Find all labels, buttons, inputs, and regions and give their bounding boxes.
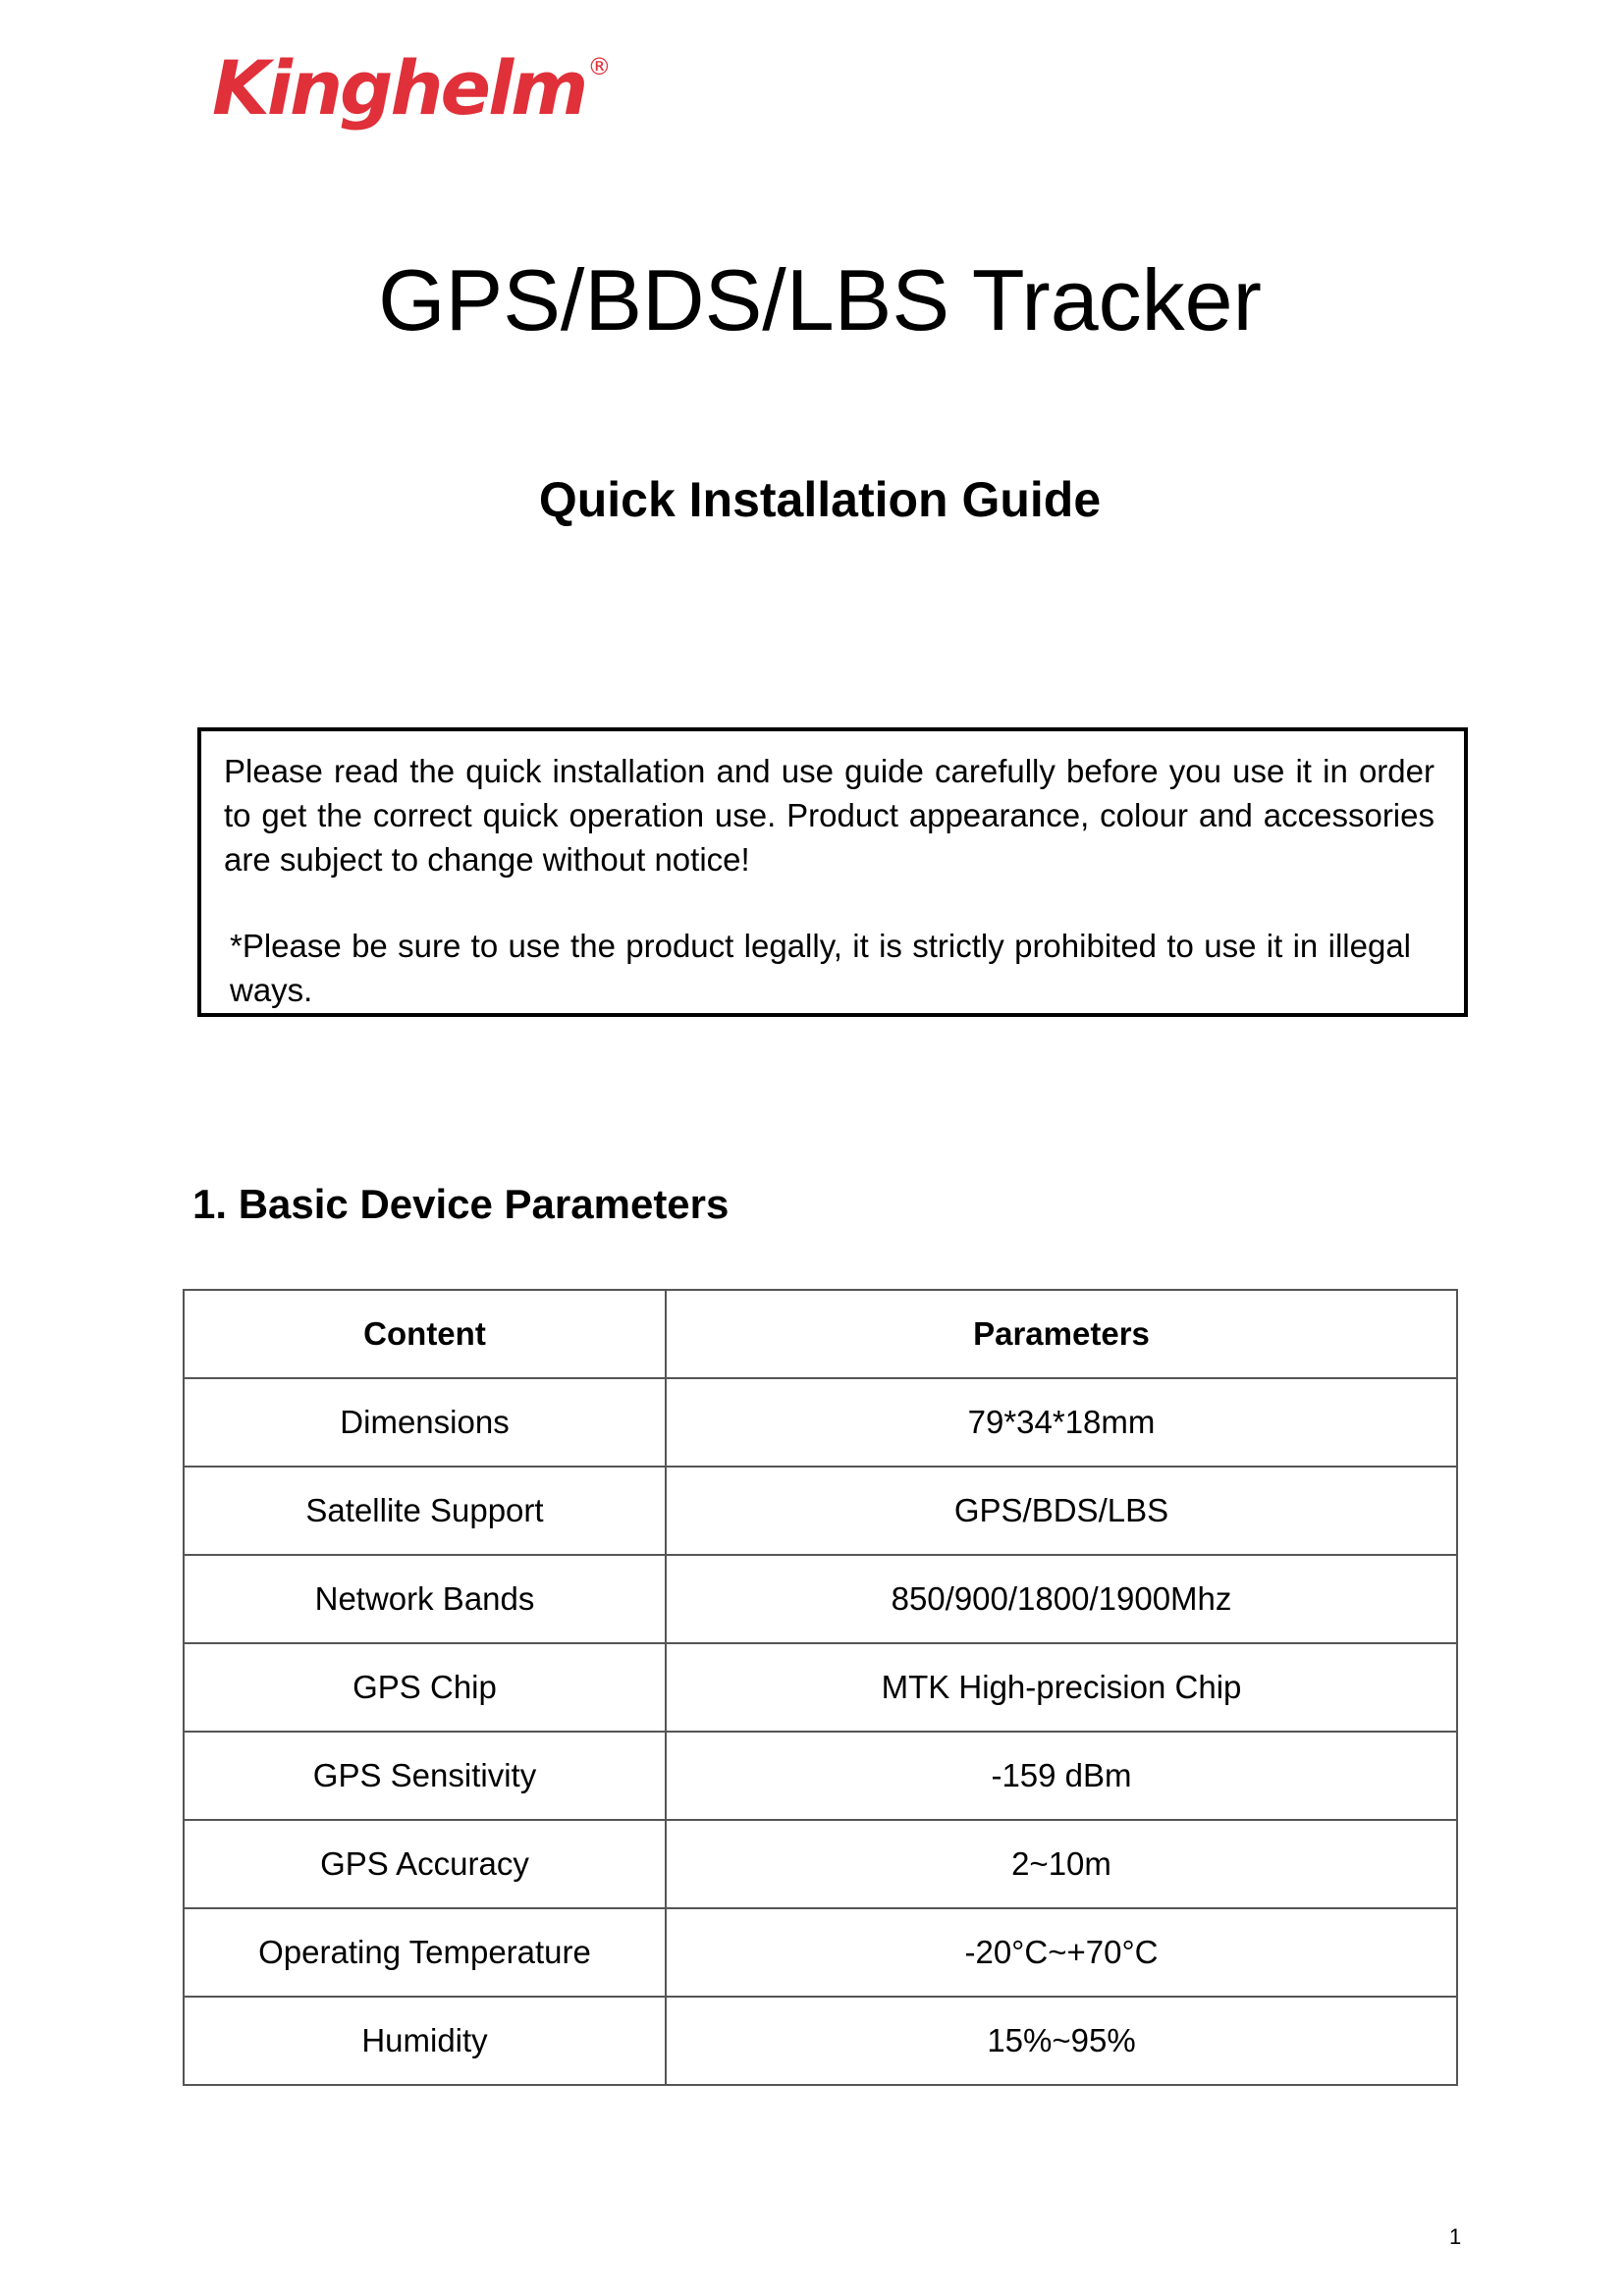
param-name: Satellite Support	[184, 1467, 666, 1555]
table-row	[184, 1555, 1457, 1643]
table-row	[184, 1908, 1457, 1997]
param-value: 2~10m	[666, 1820, 1457, 1908]
legal-warning: *Please be sure to use the product legally, it is strictly prohibited to use it in illegal ways.	[230, 928, 1411, 1008]
param-value: 79*34*18mm	[666, 1378, 1457, 1467]
notice-text: Please read the quick installation and use guide carefully before you use it in order to get the correct quick operation use. Product appearance, colour and accessories are subject to change without notice!	[224, 753, 1435, 878]
page-title: GPS/BDS/LBS Tracker	[378, 251, 1262, 348]
page-number: 1	[1449, 2224, 1462, 2249]
parameters-table	[183, 1289, 1458, 2086]
registered-mark: ®	[587, 53, 612, 80]
table-row	[184, 1467, 1457, 1555]
table-row	[184, 1643, 1457, 1732]
param-name: Dimensions	[184, 1378, 666, 1467]
table-row	[184, 1378, 1457, 1467]
param-name: GPS Chip	[184, 1643, 666, 1732]
param-name: GPS Accuracy	[184, 1820, 666, 1908]
table-header-row	[184, 1290, 1457, 1378]
param-value: -159 dBm	[666, 1732, 1457, 1820]
kinghelm-logo	[212, 44, 612, 149]
table-row	[184, 1997, 1457, 2085]
column-header-content: Content	[184, 1290, 666, 1378]
param-value: GPS/BDS/LBS	[666, 1467, 1457, 1555]
param-name: Network Bands	[184, 1555, 666, 1643]
param-value: 15%~95%	[666, 1997, 1457, 2085]
page-subtitle: Quick Installation Guide	[538, 472, 1102, 527]
param-value: MTK High-precision Chip	[666, 1643, 1457, 1732]
param-name: Operating Temperature	[184, 1908, 666, 1997]
column-header-parameters: Parameters	[666, 1290, 1457, 1378]
notice-box	[197, 727, 1468, 1017]
param-value: 850/900/1800/1900Mhz	[666, 1555, 1457, 1643]
section-heading: 1. Basic Device Parameters	[192, 1181, 730, 1227]
param-name: GPS Sensitivity	[184, 1732, 666, 1820]
table-row	[184, 1732, 1457, 1820]
param-value: -20°C~+70°C	[666, 1908, 1457, 1997]
logo-text: Kinghelm	[212, 44, 586, 132]
param-name: Humidity	[184, 1997, 666, 2085]
table-row	[184, 1820, 1457, 1908]
